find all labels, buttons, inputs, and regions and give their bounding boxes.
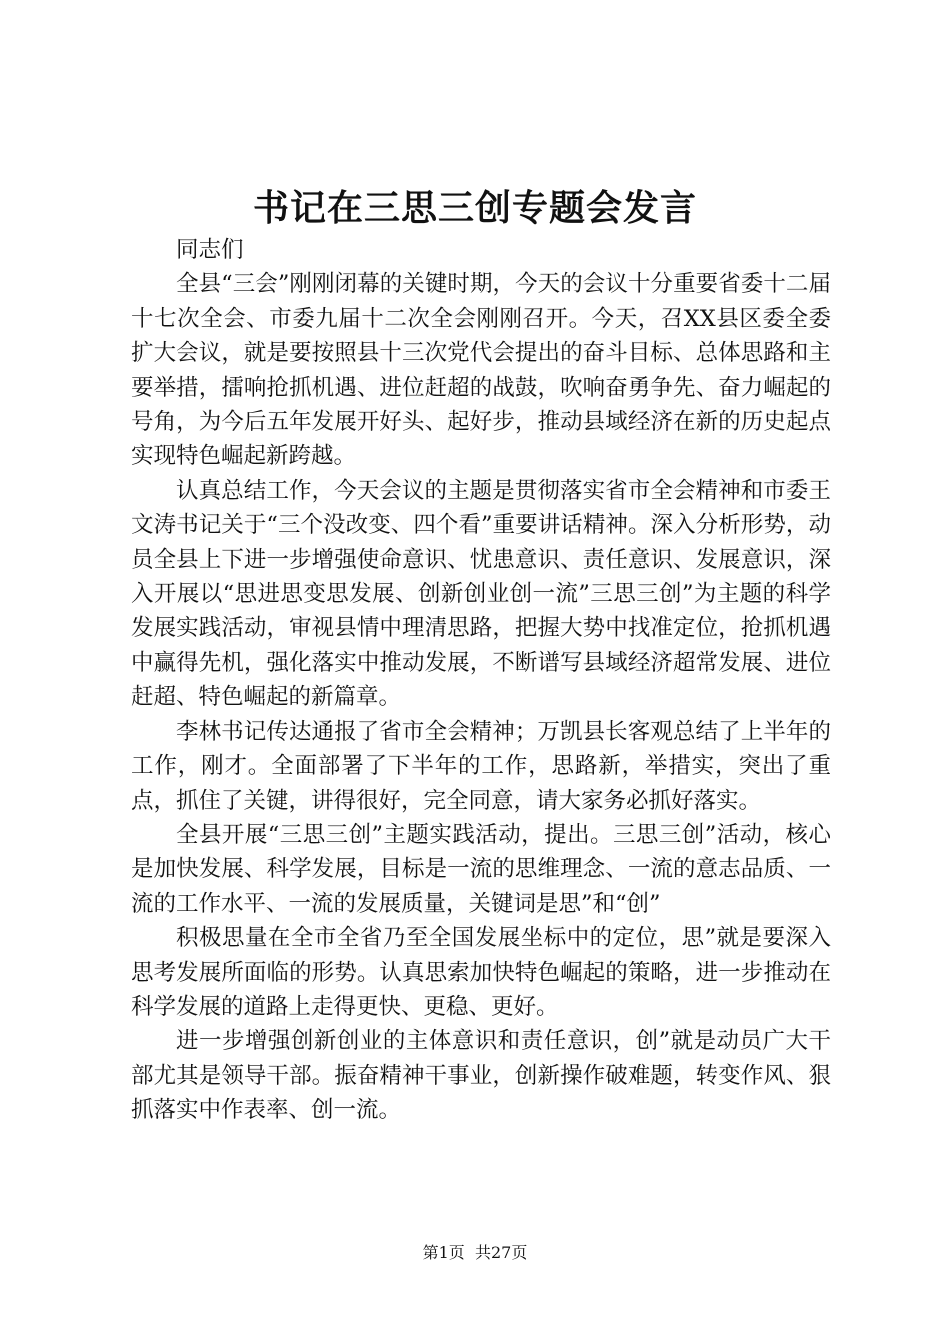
page-footer (0, 1241, 950, 1265)
salutation: 同志们 (176, 237, 244, 263)
paragraph: 全县“三会”刚刚闭幕的关键时期，今天的会议十分重要省委十二届十七次全会、市委九届十二次全会刚刚召开。今天，召XX县区委全委扩大会议，就是要按照县十三次党代会提出的奋斗目标、总体思路和主要举措，擂响抢抓机遇、进位赶超的战鼓，吹响奋勇争先、奋力崛起的号角，为今后五年发展开好头、起好步，推动县域经济在新的历史起点实现特色崛起新跨越。 (131, 271, 831, 470)
document-body (131, 233, 831, 1128)
page-number: 第1页 (422, 1243, 465, 1262)
paragraph: 积极思量在全市全省乃至全国发展坐标中的定位，思”就是要深入思考发展所面临的形势。认真思索加快特色崛起的策略，进一步推动在科学发展的道路上走得更快、更稳、更好。 (131, 925, 831, 1020)
paragraph: 进一步增强创新创业的主体意识和责任意识，创”就是动员广大干部尤其是领导干部。振奋精神干事业，创新操作破难题，转变作风、狠抓落实中作表率、创一流。 (131, 1028, 831, 1124)
paragraph: 李林书记传达通报了省市全会精神；万凯县长客观总结了上半年的工作，刚才。全面部署了下半年的工作，思路新，举措实，突出了重点，抓住了关键，讲得很好，完全同意，请大家务必抓好落实。 (131, 718, 831, 814)
paragraph: 认真总结工作，今天会议的主题是贯彻落实省市全会精神和市委王文涛书记关于“三个没改变、四个看”重要讲话精神。深入分析形势，动员全县上下进一步增强使命意识、忧患意识、责任意识、发展意识，深入开展以“思进思变思发展、创新创业创一流”三思三创”为主题的科学发展实践活动，审视县情中理清思路，把握大势中找准定位，抢抓机遇中赢得先机，强化落实中推动发展，不断谱写县域经济超常发展、进位赶超、特色崛起的新篇章。 (131, 477, 831, 711)
document-title: 书记在三思三创专题会发言 (252, 187, 697, 229)
page-total: 共27页 (474, 1243, 528, 1262)
paragraph: 全县开展“三思三创”主题实践活动，提出。三思三创”活动，核心是加快发展、科学发展，目标是一流的思维理念、一流的意志品质、一流的工作水平、一流的发展质量，关键词是思”和“创” (131, 821, 831, 917)
